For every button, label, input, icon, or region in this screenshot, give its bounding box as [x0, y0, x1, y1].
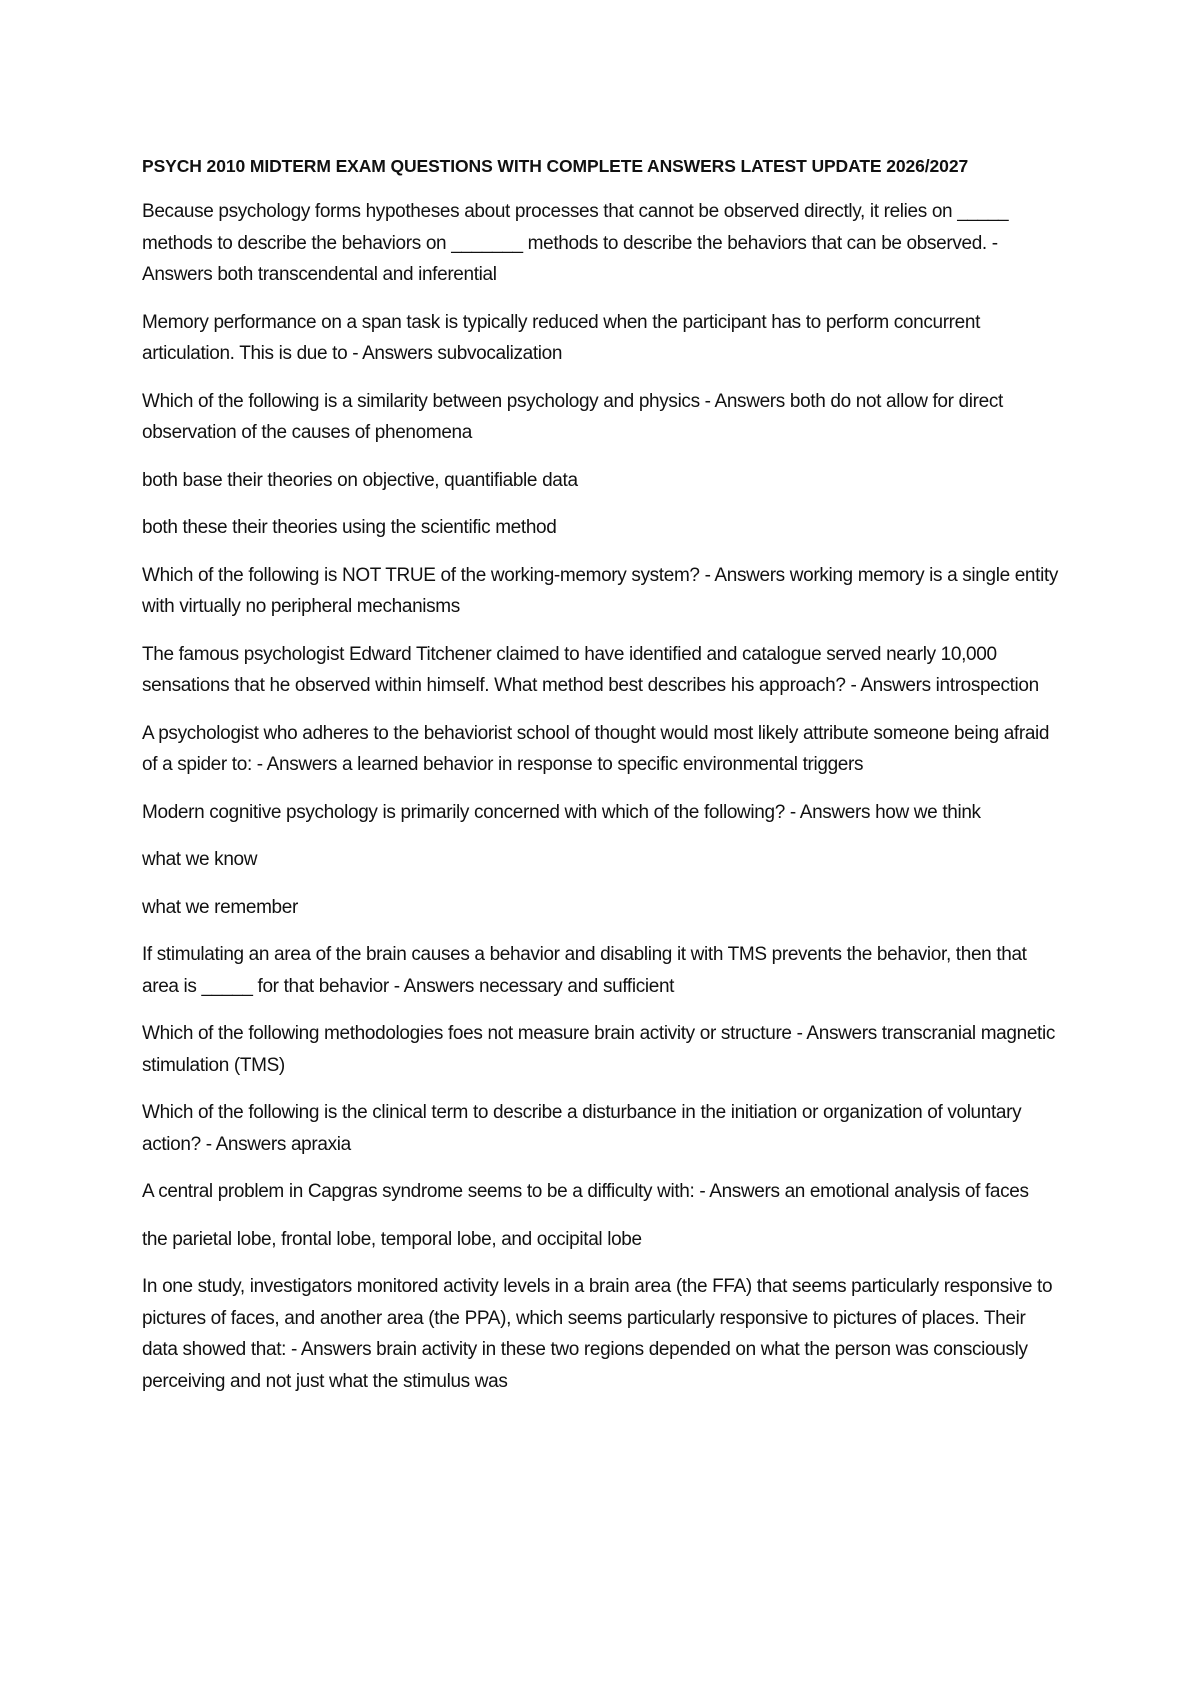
- paragraph-q-span-task: Memory performance on a span task is typically reduced when the participant has to perform concurrent articulation. This is due to - Answers subvocalization: [142, 311, 981, 364]
- paragraph-q-apraxia: Which of the following is the clinical term to describe a disturbance in the initiation or organization of voluntary action? - Answers apraxia: [142, 1102, 1022, 1155]
- document-page: [142, 152, 1062, 1413]
- paragraph-answer-what-we-remember: what we remember: [142, 896, 298, 918]
- paragraph-answer-lobes: the parietal lobe, frontal lobe, temporal lobe, and occipital lobe: [142, 1228, 642, 1250]
- paragraph-q-behaviorist: A psychologist who adheres to the behaviorist school of thought would most likely attribute someone being afraid of a spider to: - Answers a learned behavior in response to specific environmental triggers: [142, 722, 1050, 775]
- paragraph-q-psychology-methods: Because psychology forms hypotheses about processes that cannot be observed directly, it relies on _____ methods to describe the behaviors on _______ methods to describe the behaviors that can be observed. - Answers both transcendental and inferential: [142, 201, 1009, 285]
- paragraph-q-ffa-ppa: In one study, investigators monitored activity levels in a brain area (the FFA) that seems particularly responsive to pictures of faces, and another area (the PPA), which seems particularly responsive to pictures of places. Their data showed that: - Answers brain activity in these two regions depended on what the person was consciously perceiving and not just what the stimulus was: [142, 1276, 1053, 1392]
- paragraph-q-cognitive-psychology: Modern cognitive psychology is primarily concerned with which of the following? - Answers how we think: [142, 801, 981, 823]
- paragraph-answer-what-we-know: what we know: [142, 849, 258, 870]
- paragraph-q-titchener: The famous psychologist Edward Titchener claimed to have identified and catalogue served nearly 10,000 sensations that he observed within himself. What method best describes his approach? - Answers introspection: [142, 643, 1039, 696]
- paragraph-answer-scientific-method: both these their theories using the scientific method: [142, 517, 557, 538]
- paragraph-answer-objective-data: both base their theories on objective, quantifiable data: [142, 469, 578, 491]
- paragraph-q-capgras: A central problem in Capgras syndrome seems to be a difficulty with: - Answers an emotional analysis of faces: [142, 1181, 1029, 1202]
- paragraph-q-working-memory: Which of the following is NOT TRUE of the working-memory system? - Answers working memory is a single entity with virtually no peripheral mechanisms: [142, 564, 1059, 617]
- paragraph-q-psychology-physics: Which of the following is a similarity between psychology and physics - Answers both do not allow for direct observation of the causes of phenomena: [142, 390, 1003, 443]
- document-title: PSYCH 2010 MIDTERM EXAM QUESTIONS WITH COMPLETE ANSWERS LATEST UPDATE 2026/2027: [142, 156, 969, 176]
- paragraph-q-tms-brain-area: If stimulating an area of the brain causes a behavior and disabling it with TMS prevents the behavior, then that area is _____ for that behavior - Answers necessary and sufficient: [142, 944, 1027, 997]
- paragraph-q-methodologies: Which of the following methodologies foes not measure brain activity or structure - Answers transcranial magnetic stimulation (TMS): [142, 1023, 1056, 1076]
